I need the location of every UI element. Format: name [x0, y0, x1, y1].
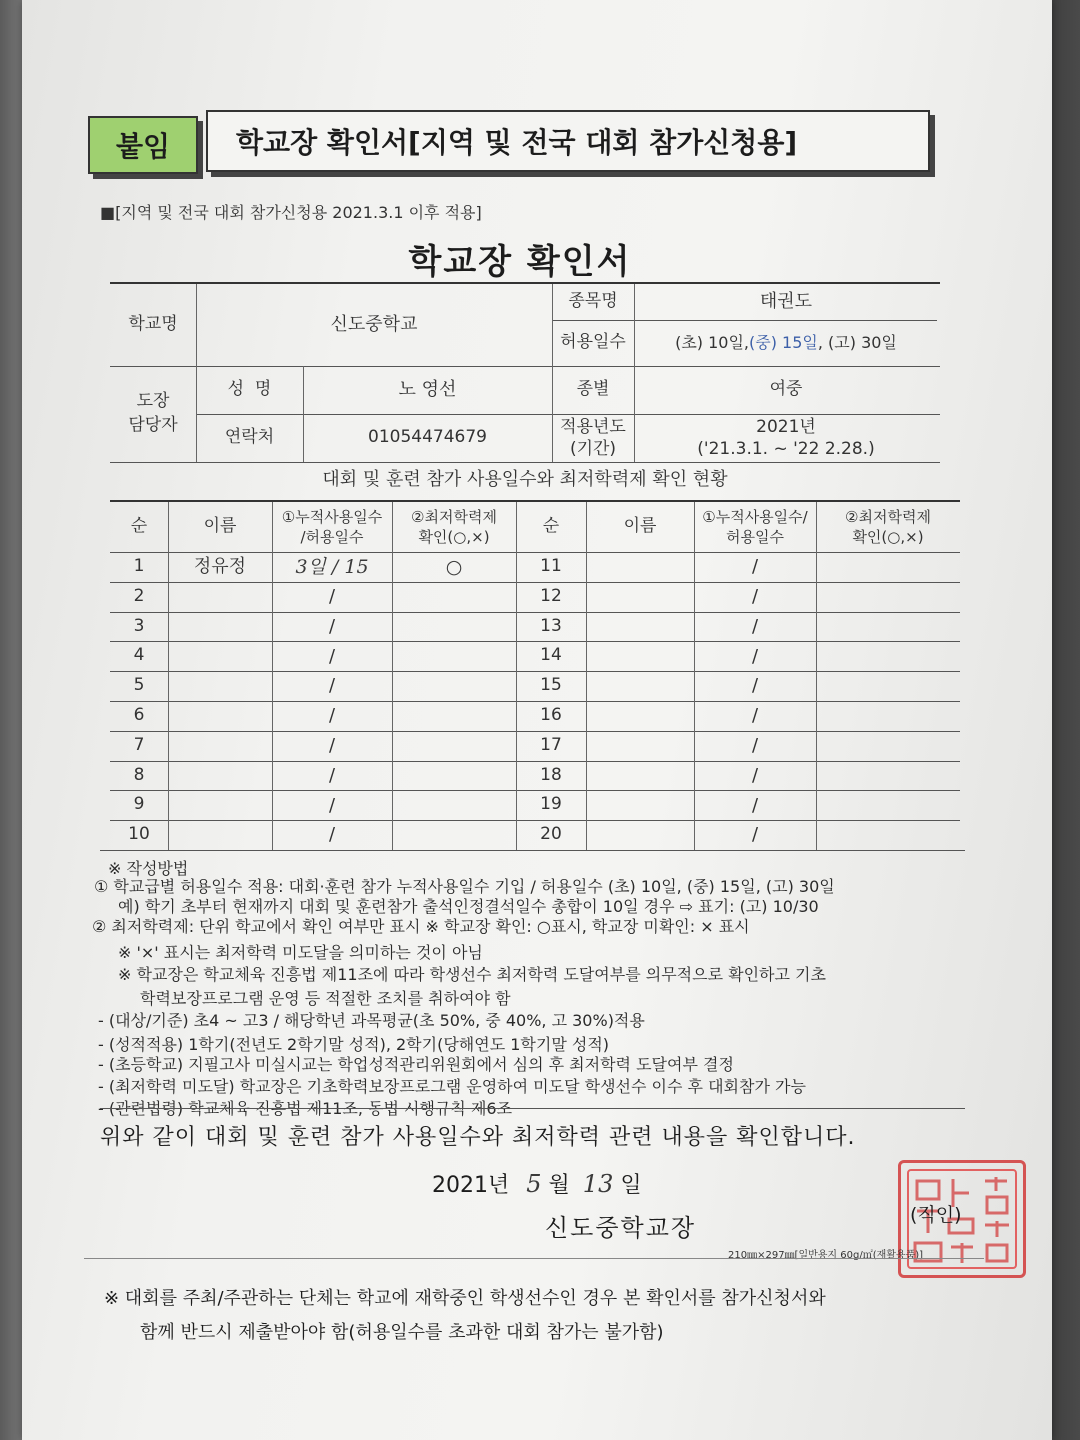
cell-name: [168, 641, 272, 671]
instruction-line: ※ '×' 표시는 최저학력 미도달을 의미하는 것이 아님: [118, 943, 483, 962]
cell-name: [586, 582, 694, 612]
cell-check: [816, 731, 960, 761]
cell-num: 13: [540, 615, 562, 636]
instruction-line: - (초등학교) 지필고사 미실시교는 학업성적관리위원회에서 심의 후 최저학력 도달여부 결정: [98, 1055, 734, 1074]
seal-label: (직인): [910, 1204, 962, 1226]
cell-check: [392, 731, 516, 761]
col-header-cumulative-right-line1: ①누적사용일수/: [702, 507, 808, 526]
page-title: 학교장 확인서: [408, 242, 632, 282]
contact-label: 연락처: [224, 427, 275, 448]
header-title-box: [206, 110, 930, 172]
allowed-days-label: 허용일수: [560, 332, 626, 353]
col-header-min-academic-right: [816, 502, 960, 552]
col-header-min-academic: [392, 502, 516, 552]
col-header-min-right-line2: 확인(○,×): [852, 528, 924, 546]
cell-name: [168, 612, 272, 642]
instruction-line: ※ 학교장은 학교체육 진흥법 제11조에 따라 학생선수 최저학력 도달여부를 의무적으로 확인하고 기초: [118, 965, 826, 984]
cell-check: [816, 790, 960, 820]
cell-name: [586, 761, 694, 791]
cell-days: /: [328, 645, 336, 667]
date-day: 13: [582, 1170, 614, 1198]
cell-check: [816, 820, 960, 850]
cell-name: 정유정: [193, 556, 247, 578]
cell-days: /: [328, 824, 336, 846]
cell-check: [392, 701, 516, 731]
col-header-cumulative-days: [272, 502, 392, 552]
col-header-cumulative-days-right: [694, 502, 816, 552]
apply-year-label-line2: (기간): [569, 439, 617, 459]
apply-year-label: [552, 414, 634, 462]
col-header-name-right: 이름: [623, 516, 657, 537]
section-title: 대회 및 훈련 참가 사용일수와 최저학력제 확인 현황: [322, 469, 728, 491]
instruction-line: ② 최저학력제: 단위 학교에서 확인 여부만 표시 ※ 학교장 확인: ○표시, 학교장 미확인: × 표시: [92, 917, 750, 936]
cell-name: [168, 671, 272, 701]
apply-year-value-line1: 2021년: [756, 416, 816, 437]
cell-days: /: [751, 735, 759, 757]
cell-check: ○: [445, 555, 463, 578]
footer-note-line1: ※ 대회를 주최/주관하는 단체는 학교에 재학중인 학생선수인 경우 본 확인서를 참가신청서와: [104, 1288, 826, 1309]
cell-name: [168, 790, 272, 820]
confirmation-date: [432, 1168, 642, 1199]
col-header-min-line2: 확인(○,×): [418, 528, 490, 546]
date-month-unit: 월: [548, 1173, 570, 1198]
apply-year-value-line2: ('21.3.1. ~ '22 2.28.): [697, 439, 875, 459]
cell-num: 19: [540, 794, 562, 815]
attachment-tag-label: 붙임: [115, 130, 171, 163]
cell-num: 17: [540, 734, 562, 755]
cell-days: /: [751, 586, 759, 608]
instruction-line: 예) 학기 초부터 현재까지 대회 및 훈련참가 출석인정결석일수 총합이 10일 경우 ⇨ 표기: (고) 10/30: [118, 897, 819, 916]
cell-check: [816, 612, 960, 642]
cell-name: [586, 671, 694, 701]
applicability-note: ■[지역 및 전국 대회 참가신청용 2021.3.1 이후 적용]: [100, 203, 482, 222]
cell-num: 8: [133, 764, 145, 785]
cell-name: [586, 641, 694, 671]
cell-num: 12: [540, 585, 562, 606]
cell-num: 14: [540, 645, 562, 666]
apply-year-value: [634, 414, 938, 462]
cell-num: 11: [540, 556, 562, 576]
allowed-days-high: , (고) 30일: [817, 332, 897, 352]
cell-num: 9: [133, 794, 145, 815]
cell-num: 7: [133, 734, 145, 755]
dojang-label: 도장: [136, 391, 170, 412]
cell-days: /: [328, 764, 336, 786]
allowed-days-middle: (중) 15일: [749, 332, 818, 352]
cell-days: /: [328, 586, 336, 608]
cell-days: /: [328, 675, 336, 697]
date-day-unit: 일: [620, 1173, 642, 1198]
cell-check: [392, 820, 516, 850]
instruction-line: - (성적적용) 1학기(전년도 2학기말 성적), 2학기(당해연도 1학기말 성적): [98, 1035, 610, 1054]
cell-num: 15: [540, 675, 562, 696]
category-label: 종별: [576, 379, 610, 400]
col-header-cumulative-line1: ①누적사용일수: [281, 507, 383, 526]
principal-signature-line: 신도중학교장: [545, 1214, 697, 1242]
date-month: 5: [526, 1170, 542, 1198]
instruction-line: - (관련법령) 학교체육 진흥법 제11조, 동법 시행규칙 제6조: [98, 1099, 513, 1118]
cell-days: /: [328, 794, 336, 816]
cell-days: /: [328, 705, 336, 727]
cell-check: [816, 552, 960, 582]
cell-name: [168, 701, 272, 731]
date-year: 2021년: [432, 1173, 510, 1198]
cell-days: /: [751, 556, 759, 578]
cell-num: 5: [133, 675, 145, 696]
cell-check: [392, 790, 516, 820]
cell-num: 2: [133, 585, 145, 606]
cell-days: /: [751, 645, 759, 667]
school-name-label: 학교명: [128, 314, 178, 335]
cell-check: [392, 612, 516, 642]
instruction-line: ① 학교급별 허용일수 적용: 대회·훈련 참가 누적사용일수 기입 / 허용일수 (초) 10일, (중) 15일, (고) 30일: [94, 877, 835, 896]
cell-num: 4: [133, 645, 145, 666]
cell-days: /: [328, 615, 336, 637]
col-header-min-line1: ②최저학력제: [411, 507, 497, 526]
paper-spec: 210㎜×297㎜[일반용지 60g/㎡(재활용품)]: [728, 1250, 924, 1261]
manager-label: 담당자: [128, 415, 178, 435]
cell-days: /: [751, 615, 759, 637]
manager-name-value: 노 영선: [398, 379, 457, 401]
cell-name: [586, 612, 694, 642]
instruction-line: - (대상/기준) 초4 ~ 고3 / 해당학년 과목평균(초 50%, 중 40%, 고 30%)적용: [98, 1011, 645, 1030]
event-value: 태권도: [759, 291, 813, 313]
cell-name: [586, 820, 694, 850]
cell-check: [816, 701, 960, 731]
dojang-manager-label: [110, 366, 196, 462]
cell-num: 16: [540, 705, 562, 725]
cell-check: [392, 582, 516, 612]
cell-num: 3: [133, 615, 145, 636]
cell-days: /: [751, 764, 759, 786]
col-header-name: 이름: [203, 516, 237, 537]
confirmation-statement: 위와 같이 대회 및 훈련 참가 사용일수와 최저학력 관련 내용을 확인합니다.: [100, 1125, 856, 1150]
cell-name: [168, 731, 272, 761]
col-header-num: 순: [130, 516, 148, 537]
table-bottom-border: [100, 850, 965, 851]
cell-check: [392, 641, 516, 671]
cell-name: [168, 820, 272, 850]
allowed-days-elementary: (초) 10일,: [675, 332, 750, 352]
cell-days: /: [751, 824, 759, 846]
cell-days: 3일 / 15: [295, 555, 369, 578]
cell-days: /: [751, 675, 759, 697]
cell-num: 18: [540, 764, 562, 785]
cell-check: [816, 641, 960, 671]
instruction-line: 학력보장프로그램 운영 등 적절한 조치를 취하여야 함: [140, 989, 511, 1008]
footer-divider: [84, 1258, 984, 1259]
cell-name: [586, 790, 694, 820]
event-label: 종목명: [568, 291, 618, 312]
cell-check: [392, 671, 516, 701]
name-label: 성 명: [227, 379, 272, 400]
cell-num: 10: [128, 824, 150, 845]
col-header-cumulative-right-line2: 허용일수: [726, 528, 784, 546]
school-name-value: 신도중학교: [330, 314, 418, 336]
header-title: 학교장 확인서[지역 및 전국 대회 참가신청용]: [236, 126, 798, 159]
cell-name: [586, 552, 694, 582]
cell-name: [586, 731, 694, 761]
cell-num: 1: [133, 556, 145, 576]
attachment-tag: [88, 116, 198, 174]
col-header-num-right: 순: [542, 516, 560, 537]
cell-check: [392, 761, 516, 791]
cell-days: /: [751, 794, 759, 816]
cell-num: 6: [133, 705, 145, 725]
cell-name: [168, 761, 272, 791]
apply-year-label-line1: 적용년도: [560, 416, 626, 437]
cell-check: [816, 761, 960, 791]
col-header-cumulative-line2: /허용일수: [300, 528, 364, 546]
instruction-line: - (최저학력 미도달) 학교장은 기초학력보장프로그램 운영하여 미도달 학생선수 이수 후 대회참가 가능: [98, 1077, 806, 1096]
cell-name: [586, 701, 694, 731]
cell-name: [168, 582, 272, 612]
footer-note-line2: 함께 반드시 제출받아야 함(허용일수를 초과한 대회 참가는 불가함): [140, 1322, 664, 1343]
cell-days: /: [328, 735, 336, 757]
category-value: 여중: [769, 379, 803, 400]
cell-check: [816, 582, 960, 612]
cell-num: 20: [540, 824, 562, 845]
instruction-line: ※ 작성방법: [108, 859, 189, 878]
contact-value: 01054474679: [368, 427, 487, 448]
instructions-divider: [100, 1108, 965, 1109]
cell-days: /: [751, 705, 759, 727]
allowed-days-value: [634, 320, 938, 366]
cell-check: [816, 671, 960, 701]
col-header-min-right-line1: ②최저학력제: [845, 507, 931, 526]
